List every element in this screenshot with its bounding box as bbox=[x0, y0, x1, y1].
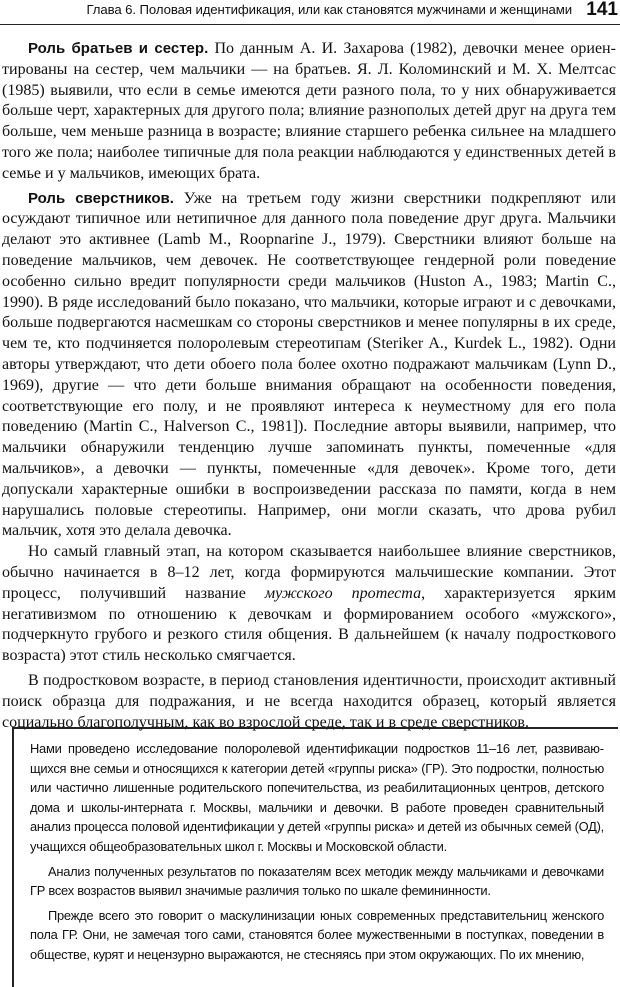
paragraph-main-stage bbox=[2, 542, 616, 667]
running-header bbox=[0, 0, 620, 25]
paragraph-body: Уже на третьем году жизни сверстники подкрепляют или осуждают типичное или нетипичное для данного пола поведение друг друга. Мальчики делают это активнее (Lamb M., Roopnarine J., 1979). Сверстники влияют больше на поведение мальчиков, чем девочек. Не соответствующее гендерной роли поведение особенно сильно вредит популярности среди мальчиков (Huston A., 1983; Martin C., 1990). В ряде исследований было показано, что мальчики, которые играют и с девочками, больше подвергаются насмешкам со стороны сверстников и менее популярны в их среде, чем те, кто подчиняется полоролевым стереотипам (Steriker A., Kurdek L., 1982). Одни авторы утверждают, что дети обоего пола более охотно подражают мальчикам (Lynn D., 1969), другие — что дети больше внимания обращают на особенности поведения, соответствующие его полу, и не проявляют интереса к неуместному для его пола поведению (Martin C., Halverson C., 1981]). Последние авторы выявили, например, что мальчики обнаружили тенденцию лучше запоминать пункты, помеченные «для мальчиков», а девочки — пункты, помеченные «для девочек». Кроме того, дети допускали характерные ошибки в воспроизведении рассказа по памяти, когда в нем нарушались половые стереотипы. Например, они могли сказать, что дрова рубил мальчик, хотя это делала девочка. bbox=[2, 189, 616, 540]
main-text bbox=[2, 39, 616, 733]
paragraph-peers bbox=[2, 189, 616, 543]
paragraph-adolescence bbox=[2, 671, 616, 733]
paragraph-body: В подростковом возрасте, в период становления идентичности, происходит активный поиск образца для подражания, и не всегда находится образец, который является социально благополучным, как во взрослой среде, так и в среде сверстников. bbox=[2, 671, 616, 731]
research-sidebar-box bbox=[12, 727, 618, 987]
box-paragraph: Прежде всего это говорит о маскулинизации юных современных представительниц женского пола ГР. Они, не замечая того сами, становятся более мужественными в поступках, поведении в обществе, курят и нецензурно выражаются, не стесняясь при этом окружающих. По их мнению, bbox=[30, 907, 604, 962]
box-paragraph: Нами проведено исследование полоролевой идентификации подростков 11–16 лет, развивающихся вне семьи и относящихся к категории детей «группы риска» (ГР). Это подростки, полностью или частично лишенные родительского попечительства, из реабилитационных центров, детского дома и школы-интерната г. Москвы, мальчики и девочки. В работе проведен сравнительный анализ процесса половой идентификации у детей «группы риска» и детей из обычных семей (ОД), учащихся общеобразовательных школ г. Москвы и Московской области. bbox=[30, 741, 604, 854]
chapter-title: Глава 6. Половая идентификация, или как становятся мужчинами и женщинами bbox=[86, 2, 572, 17]
page-number: 141 bbox=[586, 0, 618, 20]
paragraph-heading: Роль братьев и сестер. bbox=[28, 40, 209, 57]
paragraph-body: Но самый главный этап, на котором сказывается наибольшее влияние сверстников, обычно начинается в 8–12 лет, когда формируются мальчишеские компании. Этот процесс, получивший название bbox=[2, 543, 616, 602]
box-paragraph: Анализ полученных результатов по показателям всех методик между мальчиками и девочками ГР всех возрастов выявил значимые различия только по шкале фемининности. bbox=[30, 863, 604, 899]
italic-term: мужского протеста bbox=[264, 584, 422, 602]
paragraph-siblings bbox=[2, 39, 616, 185]
paragraph-heading: Роль сверстников. bbox=[28, 189, 174, 207]
paragraph-body: По данным А. И. Захарова (1982), девочки менее ориентированы на сестер, чем мальчики — на братьев. Я. Л. Коломинский и М. Х. Мелтсас (1985) выявили, что если в семье имеются дети разного пола, то у них обнаруживается больше черт, характерных для другого пола; влияние разнополых детей друг на друга тем больше, чем меньше разница в возрасте; влияние старшего ребенка сильнее на младшего того же пола; наиболее типичные для пола реакции наблюдаются у единственных детей в семье и у мальчиков, имеющих брата. bbox=[2, 40, 616, 182]
paragraph-body: , характеризуется ярким негативизмом по отношению к девочкам и формированием особого «мужского», подчеркнуто грубого и резкого стиля общения. В дальнейшем (к началу подросткового возраста) этот стиль несколько смягчается. bbox=[2, 584, 616, 665]
